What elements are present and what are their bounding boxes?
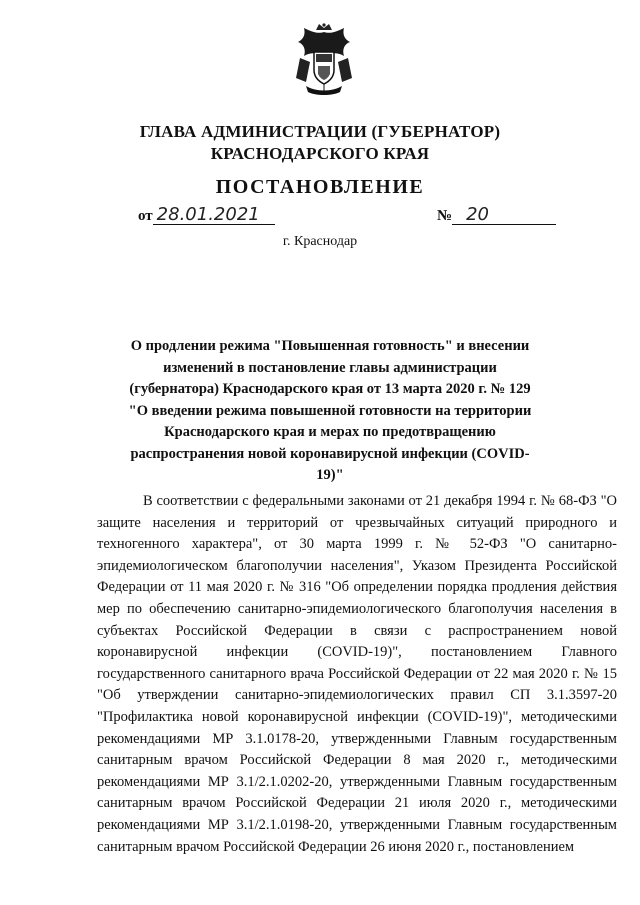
date-prefix: от: [138, 208, 153, 224]
document-body-paragraph: В соответствии с федеральными законами от 21 декабря 1994 г. № 68-ФЗ "О защите населения и территорий от чрезвычайных ситуаций природного и техногенного характера", от 30 марта 1999 г. № 52-ФЗ "О санитарно-эпидемиологическом благополучии населения", Указом Президента Российской Федерации от 11 мая 2020 г. № 316 "Об определении порядка продления действия мер по обеспечению санитарно-эпидемиологического благополучия населения в субъектах Российской Федерации в связи с распространением новой коронавирусной инфекции (COVID-19)", постановлением Главного государственного санитарного врача Российской Федерации от 22 мая 2020 г. № 15 "Об утверждении санитарно-эпидемиологических правил СП 3.1.3597-20 "Профилактика новой коронавирусной инфекции (COVID-19)", методическими рекомендациями МР 3.1.0178-20, утвержденными Главным государственным санитарным врачом Российской Федерации 8 мая 2020 г., методическими рекомендациями МР 3.1/2.1.0202-20, утвержденными Главным государственным санитарным врачом Российской Федерации 21 июля 2020 г., методическими рекомендациями МР 3.1/2.1.0198-20, утвержденными Главным государственным санитарным врачом Российской Федерации 26 июня 2020 г., постановлением: [97, 493, 617, 855]
coat-of-arms-icon: [292, 22, 356, 98]
document-date: [138, 206, 275, 225]
city-of-issue: г. Краснодар: [282, 234, 358, 249]
issuer-title-line-1: ГЛАВА АДМИНИСТРАЦИИ (ГУБЕРНАТОР): [139, 122, 501, 141]
issuer-title-line-2: КРАСНОДАРСКОГО КРАЯ: [210, 144, 430, 163]
date-value: 28.01.2021: [153, 206, 275, 225]
document-title: О продлении режима "Повышенная готовность" и внесении изменений в постановление главы администрации (губернатора) Краснодарского края от 13 марта 2020 г. № 129 "О введении режима повышенной готовности на территории Краснодарского края и мерах по предотвращению распространения новой коронавирусной инфекции (COVID-19)": [128, 338, 532, 483]
number-prefix: №: [437, 208, 453, 224]
document-type-title: ПОСТАНОВЛЕНИЕ: [215, 176, 425, 198]
document-number: [437, 206, 556, 225]
number-value: 20: [452, 206, 556, 225]
